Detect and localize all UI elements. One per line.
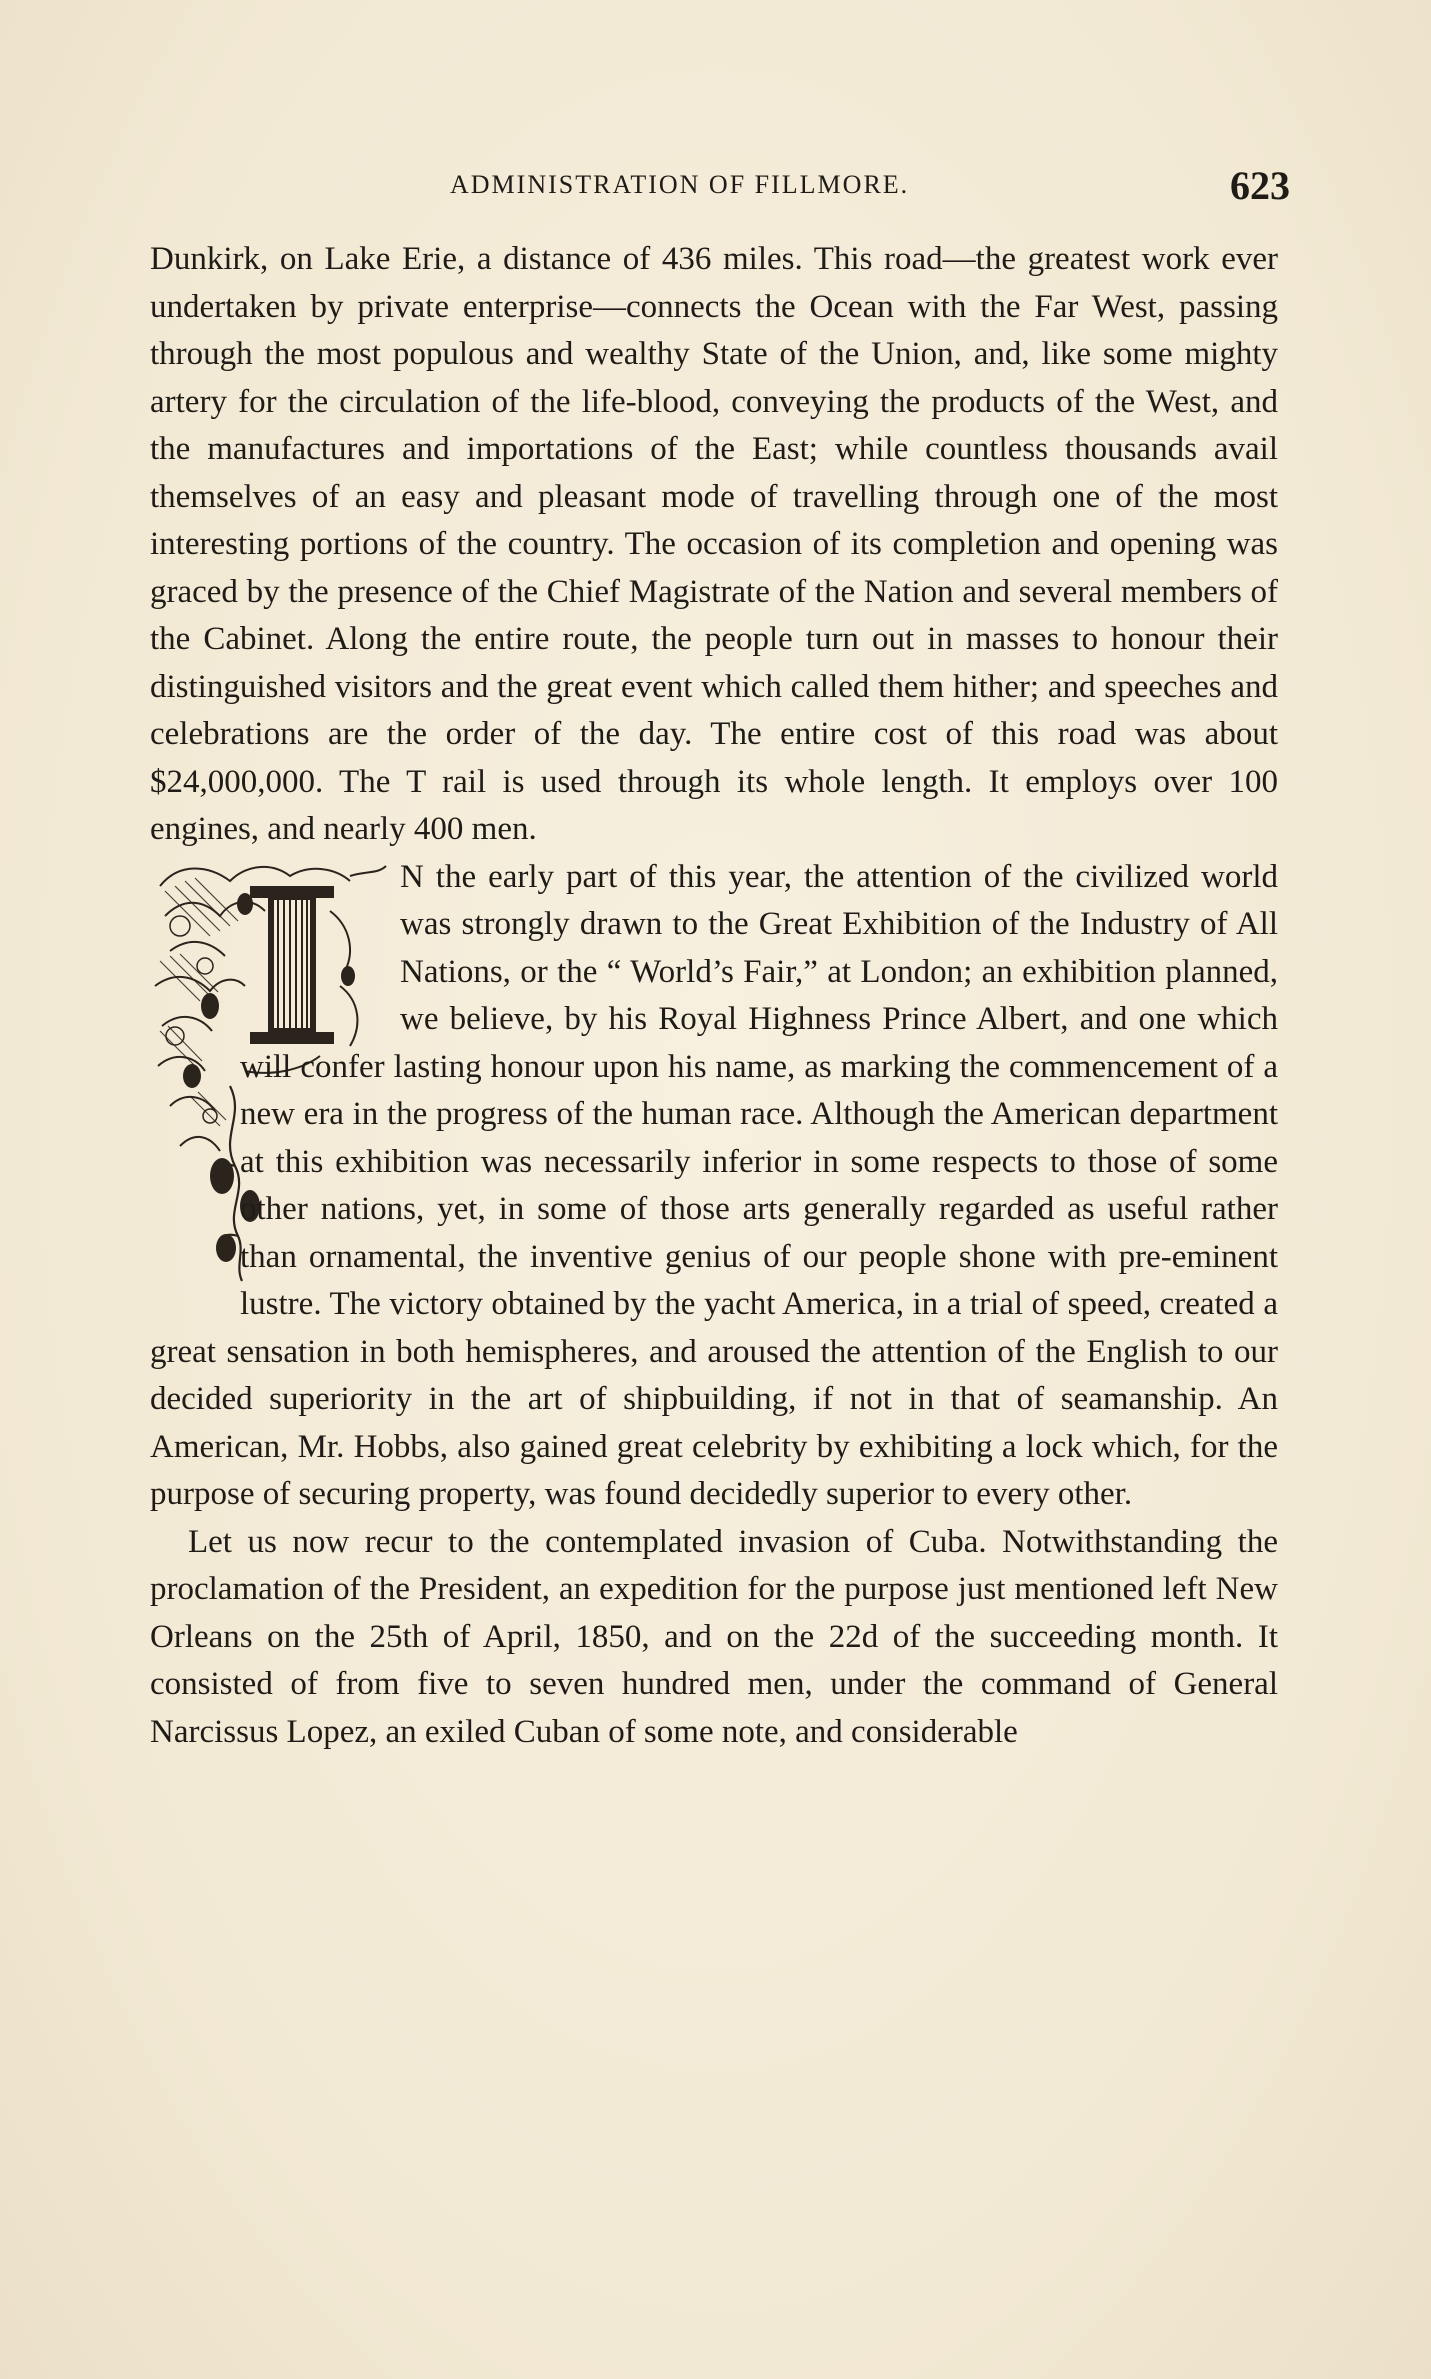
paragraph-cuba: Let us now recur to the contemplated invasion of Cuba. Notwithstanding the proclamation of the President, an expedition for the purpose just mentioned left New Orleans on the 25th of April, 1850, and on the 22d of the succeeding month. It consisted of from five to seven hundred men, under the command of General Narcissus Lopez, an exiled Cuban of some note, and considerable: [150, 1523, 1278, 1750]
body-text: [150, 236, 1278, 1756]
running-title: ADMINISTRATION OF FILLMORE.: [450, 170, 910, 199]
running-head: [140, 162, 1290, 212]
paragraph-railroad: Dunkirk, on Lake Erie, a distance of 436 miles. This road—the greatest work ever undertaken by private enterprise—connects the Ocean with the Far West, passing through the most populous and wealthy State of the Union, and, like some mighty artery for the circulation of the life-blood, conveying the products of the West, and the manufactures and importations of the East; while countless thousands avail themselves of an easy and pleasant mode of travelling through one of the most interesting portions of the country. The occasion of its completion and opening was graced by the presence of the Chief Magistrate of the Nation and several members of the Cabinet. Along the entire route, the people turn out in masses to honour their distinguished visitors and the great event which called them hither; and speeches and celebrations are the order of the day. The entire cost of this road was about $24,000,000. The T rail is used through its whole length. It employs over 100 engines, and nearly 400 men.: [150, 241, 1278, 847]
paragraph-worlds-fair: N the early part of this year, the attention of the civilized world was strongly drawn to the Great Exhibition of the Industry of All Nations, or the “ World’s Fair,” at London; an exhibition planned, we believe, by his Royal Highness Prince Albert, and one which will confer lasting honour upon his name, as marking the commencement of a new era in the progress of the human race. Although the American department at this exhibition was necessarily inferior in some respects to those of some other nations, yet, in some of those arts generally regarded as useful rather than ornamental, the inventive genius of our people shone with pre-eminent lustre. The victory obtained by the yacht America, in a trial of speed, created a great sensation in both hemispheres, and aroused the attention of the English to our decided superiority in the art of shipbuilding, if not in that of seamanship. An American, Mr. Hobbs, also gained great celebrity by exhibiting a lock which, for the purpose of securing property, was found decidedly superior to every other.: [150, 858, 1278, 1512]
page-number: 623: [1230, 163, 1290, 208]
worlds-fair-section: [150, 854, 1278, 1519]
